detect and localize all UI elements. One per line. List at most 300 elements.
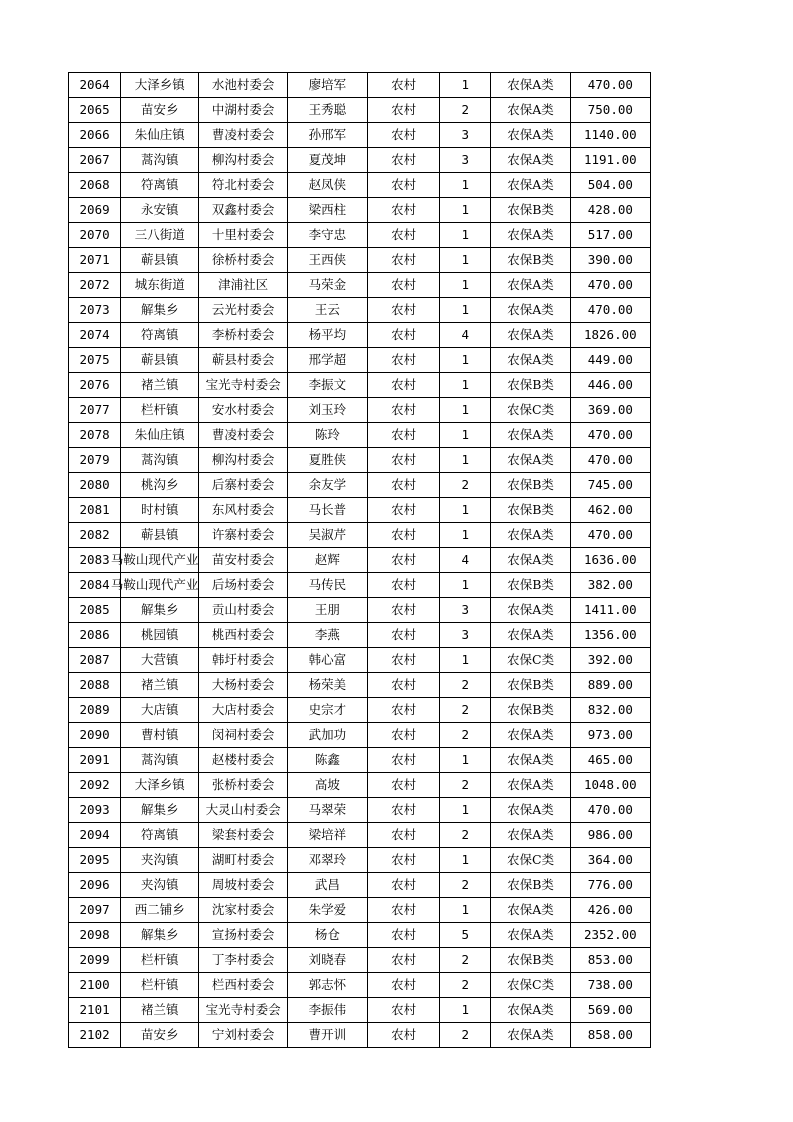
household-size-cell: 1 — [440, 223, 491, 248]
town-cell: 马鞍山现代产业 — [121, 548, 199, 573]
table-row — [69, 223, 651, 248]
name-cell: 郭志怀 — [287, 973, 367, 998]
serial-number-cell: 2088 — [69, 673, 121, 698]
amount-cell: 776.00 — [570, 873, 650, 898]
village-cell: 许寨村委会 — [199, 523, 287, 548]
household-size-cell: 2 — [440, 723, 491, 748]
household-size-cell: 2 — [440, 698, 491, 723]
household-type-cell: 农村 — [368, 348, 440, 373]
amount-cell: 517.00 — [570, 223, 650, 248]
household-size-cell: 2 — [440, 873, 491, 898]
serial-number-cell: 2067 — [69, 148, 121, 173]
household-type-cell: 农村 — [368, 198, 440, 223]
insurance-category-cell: 农保C类 — [491, 648, 570, 673]
village-cell: 苗安村委会 — [199, 548, 287, 573]
household-type-cell: 农村 — [368, 873, 440, 898]
household-size-cell: 1 — [440, 898, 491, 923]
serial-number-cell: 2074 — [69, 323, 121, 348]
name-cell: 梁培祥 — [287, 823, 367, 848]
village-cell: 闵祠村委会 — [199, 723, 287, 748]
serial-number-cell: 2093 — [69, 798, 121, 823]
town-cell: 符离镇 — [121, 823, 199, 848]
village-cell: 桃西村委会 — [199, 623, 287, 648]
amount-cell: 470.00 — [570, 298, 650, 323]
household-type-cell: 农村 — [368, 798, 440, 823]
household-size-cell: 1 — [440, 748, 491, 773]
household-type-cell: 农村 — [368, 598, 440, 623]
name-cell: 马荣金 — [287, 273, 367, 298]
household-type-cell: 农村 — [368, 948, 440, 973]
amount-cell: 428.00 — [570, 198, 650, 223]
name-cell: 赵辉 — [287, 548, 367, 573]
name-cell: 李守忠 — [287, 223, 367, 248]
household-type-cell: 农村 — [368, 748, 440, 773]
table-row — [69, 723, 651, 748]
village-cell: 梁套村委会 — [199, 823, 287, 848]
insurance-category-cell: 农保A类 — [491, 598, 570, 623]
household-size-cell: 2 — [440, 473, 491, 498]
town-cell: 大泽乡镇 — [121, 73, 199, 98]
household-size-cell: 1 — [440, 648, 491, 673]
household-type-cell: 农村 — [368, 123, 440, 148]
household-type-cell: 农村 — [368, 648, 440, 673]
village-cell: 东风村委会 — [199, 498, 287, 523]
town-cell: 朱仙庄镇 — [121, 423, 199, 448]
town-cell: 栏杆镇 — [121, 398, 199, 423]
insurance-category-cell: 农保A类 — [491, 623, 570, 648]
town-cell: 马鞍山现代产业 — [121, 573, 199, 598]
serial-number-cell: 2064 — [69, 73, 121, 98]
serial-number-cell: 2096 — [69, 873, 121, 898]
roster-body — [69, 73, 651, 1048]
name-cell: 马传民 — [287, 573, 367, 598]
household-type-cell: 农村 — [368, 273, 440, 298]
insurance-category-cell: 农保A类 — [491, 523, 570, 548]
village-cell: 宝光寺村委会 — [199, 998, 287, 1023]
household-type-cell: 农村 — [368, 398, 440, 423]
name-cell: 刘玉玲 — [287, 398, 367, 423]
amount-cell: 889.00 — [570, 673, 650, 698]
town-cell: 解集乡 — [121, 298, 199, 323]
table-row — [69, 273, 651, 298]
insurance-category-cell: 农保A类 — [491, 323, 570, 348]
name-cell: 杨仓 — [287, 923, 367, 948]
amount-cell: 470.00 — [570, 423, 650, 448]
serial-number-cell: 2098 — [69, 923, 121, 948]
table-row — [69, 148, 651, 173]
amount-cell: 470.00 — [570, 448, 650, 473]
table-row — [69, 698, 651, 723]
household-type-cell: 农村 — [368, 148, 440, 173]
insurance-category-cell: 农保A类 — [491, 348, 570, 373]
amount-cell: 973.00 — [570, 723, 650, 748]
amount-cell: 392.00 — [570, 648, 650, 673]
town-cell: 桃园镇 — [121, 623, 199, 648]
serial-number-cell: 2082 — [69, 523, 121, 548]
household-type-cell: 农村 — [368, 773, 440, 798]
name-cell: 杨荣美 — [287, 673, 367, 698]
town-cell: 三八街道 — [121, 223, 199, 248]
name-cell: 夏胜侠 — [287, 448, 367, 473]
village-cell: 后场村委会 — [199, 573, 287, 598]
serial-number-cell: 2081 — [69, 498, 121, 523]
table-row — [69, 673, 651, 698]
household-size-cell: 4 — [440, 323, 491, 348]
insurance-category-cell: 农保A类 — [491, 273, 570, 298]
household-size-cell: 1 — [440, 73, 491, 98]
insurance-category-cell: 农保A类 — [491, 923, 570, 948]
village-cell: 水池村委会 — [199, 73, 287, 98]
amount-cell: 1636.00 — [570, 548, 650, 573]
household-size-cell: 1 — [440, 173, 491, 198]
insurance-category-cell: 农保B类 — [491, 573, 570, 598]
village-cell: 双鑫村委会 — [199, 198, 287, 223]
table-row — [69, 798, 651, 823]
household-size-cell: 1 — [440, 523, 491, 548]
village-cell: 韩圩村委会 — [199, 648, 287, 673]
table-row — [69, 73, 651, 98]
household-type-cell: 农村 — [368, 573, 440, 598]
town-cell: 城东街道 — [121, 273, 199, 298]
table-row — [69, 498, 651, 523]
insurance-category-cell: 农保A类 — [491, 898, 570, 923]
amount-cell: 750.00 — [570, 98, 650, 123]
household-type-cell: 农村 — [368, 248, 440, 273]
serial-number-cell: 2092 — [69, 773, 121, 798]
village-cell: 后寨村委会 — [199, 473, 287, 498]
serial-number-cell: 2086 — [69, 623, 121, 648]
household-size-cell: 1 — [440, 798, 491, 823]
table-row — [69, 973, 651, 998]
table-row — [69, 648, 651, 673]
table-row — [69, 923, 651, 948]
amount-cell: 504.00 — [570, 173, 650, 198]
town-cell: 褚兰镇 — [121, 673, 199, 698]
name-cell: 陈鑫 — [287, 748, 367, 773]
table-row — [69, 773, 651, 798]
village-cell: 柳沟村委会 — [199, 148, 287, 173]
serial-number-cell: 2077 — [69, 398, 121, 423]
name-cell: 高坡 — [287, 773, 367, 798]
household-type-cell: 农村 — [368, 298, 440, 323]
household-size-cell: 1 — [440, 273, 491, 298]
table-row — [69, 373, 651, 398]
table-row — [69, 998, 651, 1023]
insurance-category-cell: 农保B类 — [491, 373, 570, 398]
village-cell: 宝光寺村委会 — [199, 373, 287, 398]
amount-cell: 1356.00 — [570, 623, 650, 648]
name-cell: 杨平均 — [287, 323, 367, 348]
table-row — [69, 198, 651, 223]
village-cell: 贡山村委会 — [199, 598, 287, 623]
amount-cell: 1826.00 — [570, 323, 650, 348]
insurance-category-cell: 农保A类 — [491, 223, 570, 248]
serial-number-cell: 2080 — [69, 473, 121, 498]
insurance-category-cell: 农保B类 — [491, 498, 570, 523]
town-cell: 解集乡 — [121, 923, 199, 948]
amount-cell: 1411.00 — [570, 598, 650, 623]
insurance-category-cell: 农保A类 — [491, 173, 570, 198]
table-row — [69, 123, 651, 148]
name-cell: 梁西柱 — [287, 198, 367, 223]
amount-cell: 853.00 — [570, 948, 650, 973]
amount-cell: 858.00 — [570, 1023, 650, 1048]
amount-cell: 470.00 — [570, 73, 650, 98]
name-cell: 韩心富 — [287, 648, 367, 673]
insurance-category-cell: 农保A类 — [491, 798, 570, 823]
name-cell: 李振伟 — [287, 998, 367, 1023]
insurance-category-cell: 农保A类 — [491, 1023, 570, 1048]
serial-number-cell: 2100 — [69, 973, 121, 998]
amount-cell: 2352.00 — [570, 923, 650, 948]
household-size-cell: 2 — [440, 973, 491, 998]
name-cell: 陈玲 — [287, 423, 367, 448]
amount-cell: 364.00 — [570, 848, 650, 873]
household-type-cell: 农村 — [368, 1023, 440, 1048]
insurance-category-cell: 农保A类 — [491, 298, 570, 323]
serial-number-cell: 2070 — [69, 223, 121, 248]
household-size-cell: 1 — [440, 248, 491, 273]
household-type-cell: 农村 — [368, 373, 440, 398]
household-size-cell: 3 — [440, 123, 491, 148]
household-type-cell: 农村 — [368, 448, 440, 473]
serial-number-cell: 2069 — [69, 198, 121, 223]
household-type-cell: 农村 — [368, 973, 440, 998]
insurance-category-cell: 农保A类 — [491, 448, 570, 473]
town-cell: 解集乡 — [121, 798, 199, 823]
insurance-category-cell: 农保B类 — [491, 673, 570, 698]
insurance-category-cell: 农保A类 — [491, 823, 570, 848]
insurance-category-cell: 农保C类 — [491, 848, 570, 873]
amount-cell: 738.00 — [570, 973, 650, 998]
name-cell: 武昌 — [287, 873, 367, 898]
amount-cell: 382.00 — [570, 573, 650, 598]
household-type-cell: 农村 — [368, 98, 440, 123]
amount-cell: 1140.00 — [570, 123, 650, 148]
amount-cell: 1048.00 — [570, 773, 650, 798]
town-cell: 桃沟乡 — [121, 473, 199, 498]
serial-number-cell: 2095 — [69, 848, 121, 873]
table-row — [69, 398, 651, 423]
household-type-cell: 农村 — [368, 73, 440, 98]
serial-number-cell: 2089 — [69, 698, 121, 723]
serial-number-cell: 2087 — [69, 648, 121, 673]
town-cell: 苗安乡 — [121, 98, 199, 123]
insurance-category-cell: 农保A类 — [491, 123, 570, 148]
village-cell: 大灵山村委会 — [199, 798, 287, 823]
amount-cell: 470.00 — [570, 273, 650, 298]
amount-cell: 449.00 — [570, 348, 650, 373]
village-cell: 符北村委会 — [199, 173, 287, 198]
household-size-cell: 2 — [440, 773, 491, 798]
town-cell: 符离镇 — [121, 173, 199, 198]
serial-number-cell: 2085 — [69, 598, 121, 623]
village-cell: 丁李村委会 — [199, 948, 287, 973]
table-row — [69, 848, 651, 873]
amount-cell: 745.00 — [570, 473, 650, 498]
serial-number-cell: 2075 — [69, 348, 121, 373]
household-size-cell: 1 — [440, 198, 491, 223]
household-size-cell: 3 — [440, 623, 491, 648]
serial-number-cell: 2101 — [69, 998, 121, 1023]
name-cell: 夏茂坤 — [287, 148, 367, 173]
household-size-cell: 1 — [440, 298, 491, 323]
town-cell: 夹沟镇 — [121, 848, 199, 873]
table-row — [69, 548, 651, 573]
name-cell: 武加功 — [287, 723, 367, 748]
table-row — [69, 98, 651, 123]
household-type-cell: 农村 — [368, 723, 440, 748]
household-type-cell: 农村 — [368, 698, 440, 723]
table-row — [69, 523, 651, 548]
household-type-cell: 农村 — [368, 548, 440, 573]
name-cell: 王朋 — [287, 598, 367, 623]
town-cell: 蒿沟镇 — [121, 748, 199, 773]
household-size-cell: 3 — [440, 148, 491, 173]
name-cell: 李燕 — [287, 623, 367, 648]
table-row — [69, 348, 651, 373]
household-size-cell: 2 — [440, 948, 491, 973]
household-type-cell: 农村 — [368, 848, 440, 873]
table-row — [69, 873, 651, 898]
insurance-category-cell: 农保A类 — [491, 423, 570, 448]
household-size-cell: 1 — [440, 848, 491, 873]
village-cell: 蕲县村委会 — [199, 348, 287, 373]
town-cell: 蕲县镇 — [121, 248, 199, 273]
insurance-category-cell: 农保B类 — [491, 198, 570, 223]
household-type-cell: 农村 — [368, 323, 440, 348]
household-size-cell: 2 — [440, 98, 491, 123]
village-cell: 沈家村委会 — [199, 898, 287, 923]
name-cell: 刘晓春 — [287, 948, 367, 973]
name-cell: 孙邢军 — [287, 123, 367, 148]
name-cell: 马长普 — [287, 498, 367, 523]
serial-number-cell: 2065 — [69, 98, 121, 123]
serial-number-cell: 2068 — [69, 173, 121, 198]
table-row — [69, 323, 651, 348]
table-row — [69, 1023, 651, 1048]
amount-cell: 1191.00 — [570, 148, 650, 173]
amount-cell: 986.00 — [570, 823, 650, 848]
insurance-category-cell: 农保C类 — [491, 398, 570, 423]
serial-number-cell: 2078 — [69, 423, 121, 448]
household-size-cell: 1 — [440, 998, 491, 1023]
serial-number-cell: 2091 — [69, 748, 121, 773]
town-cell: 蒿沟镇 — [121, 448, 199, 473]
insurance-category-cell: 农保A类 — [491, 998, 570, 1023]
village-cell: 云光村委会 — [199, 298, 287, 323]
village-cell: 徐桥村委会 — [199, 248, 287, 273]
household-type-cell: 农村 — [368, 673, 440, 698]
serial-number-cell: 2083 — [69, 548, 121, 573]
household-type-cell: 农村 — [368, 498, 440, 523]
serial-number-cell: 2099 — [69, 948, 121, 973]
household-type-cell: 农村 — [368, 898, 440, 923]
table-row — [69, 898, 651, 923]
household-size-cell: 4 — [440, 548, 491, 573]
serial-number-cell: 2084 — [69, 573, 121, 598]
name-cell: 廖培军 — [287, 73, 367, 98]
insurance-category-cell: 农保B类 — [491, 873, 570, 898]
table-row — [69, 473, 651, 498]
household-type-cell: 农村 — [368, 823, 440, 848]
town-cell: 大营镇 — [121, 648, 199, 673]
insurance-category-cell: 农保B类 — [491, 473, 570, 498]
table-row — [69, 298, 651, 323]
town-cell: 永安镇 — [121, 198, 199, 223]
town-cell: 褚兰镇 — [121, 998, 199, 1023]
name-cell: 朱学爱 — [287, 898, 367, 923]
village-cell: 津浦社区 — [199, 273, 287, 298]
name-cell: 王西侠 — [287, 248, 367, 273]
name-cell: 马翠荣 — [287, 798, 367, 823]
table-row — [69, 748, 651, 773]
insurance-category-cell: 农保A类 — [491, 748, 570, 773]
amount-cell: 470.00 — [570, 798, 650, 823]
name-cell: 吴淑芹 — [287, 523, 367, 548]
serial-number-cell: 2071 — [69, 248, 121, 273]
name-cell: 李振文 — [287, 373, 367, 398]
serial-number-cell: 2072 — [69, 273, 121, 298]
table-row — [69, 948, 651, 973]
town-cell: 蒿沟镇 — [121, 148, 199, 173]
household-size-cell: 1 — [440, 498, 491, 523]
serial-number-cell: 2102 — [69, 1023, 121, 1048]
town-cell: 夹沟镇 — [121, 873, 199, 898]
village-cell: 安水村委会 — [199, 398, 287, 423]
village-cell: 湖町村委会 — [199, 848, 287, 873]
village-cell: 周坡村委会 — [199, 873, 287, 898]
amount-cell: 446.00 — [570, 373, 650, 398]
household-type-cell: 农村 — [368, 923, 440, 948]
town-cell: 褚兰镇 — [121, 373, 199, 398]
amount-cell: 832.00 — [570, 698, 650, 723]
village-cell: 柳沟村委会 — [199, 448, 287, 473]
household-size-cell: 1 — [440, 448, 491, 473]
village-cell: 张桥村委会 — [199, 773, 287, 798]
name-cell: 曹开训 — [287, 1023, 367, 1048]
town-cell: 西二铺乡 — [121, 898, 199, 923]
serial-number-cell: 2097 — [69, 898, 121, 923]
town-cell: 蕲县镇 — [121, 348, 199, 373]
town-cell: 曹村镇 — [121, 723, 199, 748]
insurance-category-cell: 农保B类 — [491, 948, 570, 973]
town-cell: 朱仙庄镇 — [121, 123, 199, 148]
household-type-cell: 农村 — [368, 473, 440, 498]
village-cell: 栏西村委会 — [199, 973, 287, 998]
town-cell: 栏杆镇 — [121, 973, 199, 998]
name-cell: 余友学 — [287, 473, 367, 498]
town-cell: 栏杆镇 — [121, 948, 199, 973]
household-type-cell: 农村 — [368, 623, 440, 648]
table-row — [69, 823, 651, 848]
town-cell: 大店镇 — [121, 698, 199, 723]
table-row — [69, 623, 651, 648]
table-row — [69, 248, 651, 273]
amount-cell: 426.00 — [570, 898, 650, 923]
table-row — [69, 573, 651, 598]
household-size-cell: 1 — [440, 423, 491, 448]
town-cell: 时村镇 — [121, 498, 199, 523]
household-size-cell: 2 — [440, 823, 491, 848]
amount-cell: 470.00 — [570, 523, 650, 548]
household-size-cell: 5 — [440, 923, 491, 948]
insurance-category-cell: 农保B类 — [491, 698, 570, 723]
amount-cell: 462.00 — [570, 498, 650, 523]
town-cell: 苗安乡 — [121, 1023, 199, 1048]
name-cell: 史宗才 — [287, 698, 367, 723]
household-type-cell: 农村 — [368, 423, 440, 448]
